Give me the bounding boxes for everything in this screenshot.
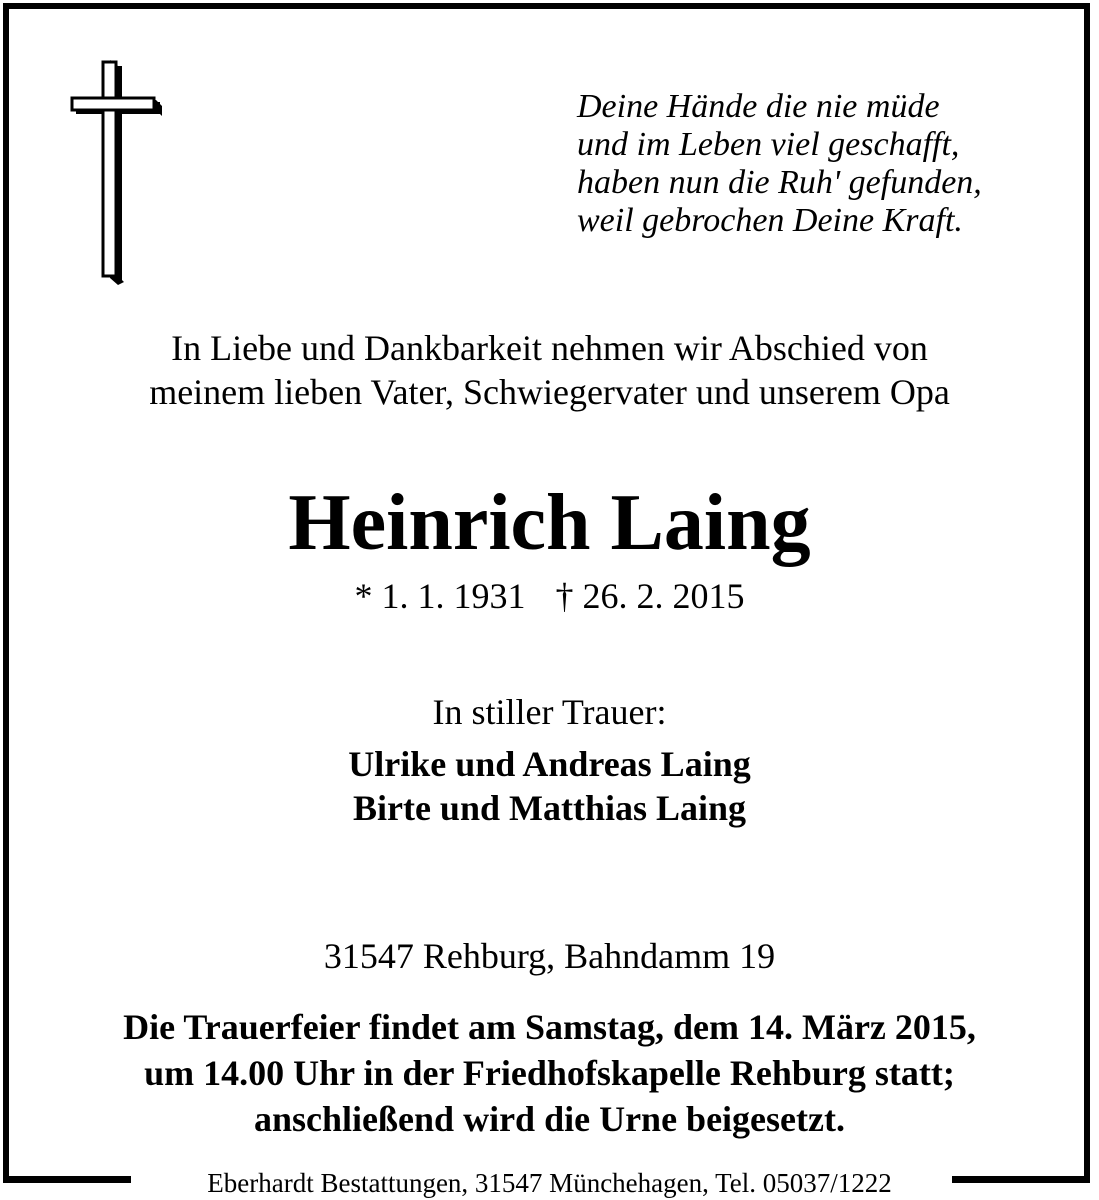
cross-icon [70,60,162,285]
mourners-list [0,742,1099,830]
birth-date: * 1. 1. 1931 [354,576,526,616]
ceremony-line: anschließend wird die Urne beigesetzt. [254,1099,845,1139]
ceremony-line: um 14.00 Uhr in der Friedhofskapelle Rehburg statt; [144,1053,955,1093]
poem [577,88,1057,240]
mourning-label: In stiller Trauer: [432,692,667,732]
poem-line: haben nun die Ruh' gefunden, [577,164,982,201]
ceremony-notice [0,1004,1099,1142]
death-date: † 26. 2. 2015 [555,576,745,616]
deceased-name: Heinrich Laing [288,479,811,567]
mourner: Ulrike und Andreas Laing [348,744,751,784]
poem-line: Deine Hände die nie müde [577,88,940,125]
mourner: Birte und Matthias Laing [352,788,747,828]
intro-line: In Liebe und Dankbarkeit nehmen wir Abschied von [171,328,928,368]
ceremony-line: Die Trauerfeier findet am Samstag, dem 14. März 2015, [123,1007,976,1047]
life-dates [0,574,1099,618]
intro-line: meinem lieben Vater, Schwiegervater und unserem Opa [149,372,950,412]
address: 31547 Rehburg, Bahndamm 19 [323,936,776,976]
poem-line: weil gebrochen Deine Kraft. [577,202,963,239]
poem-line: und im Leben viel geschafft, [577,126,960,163]
intro-text [0,326,1099,414]
funeral-home-footer: Eberhardt Bestattungen, 31547 Münchehagen, Tel. 05037/1222 [207,1168,892,1198]
